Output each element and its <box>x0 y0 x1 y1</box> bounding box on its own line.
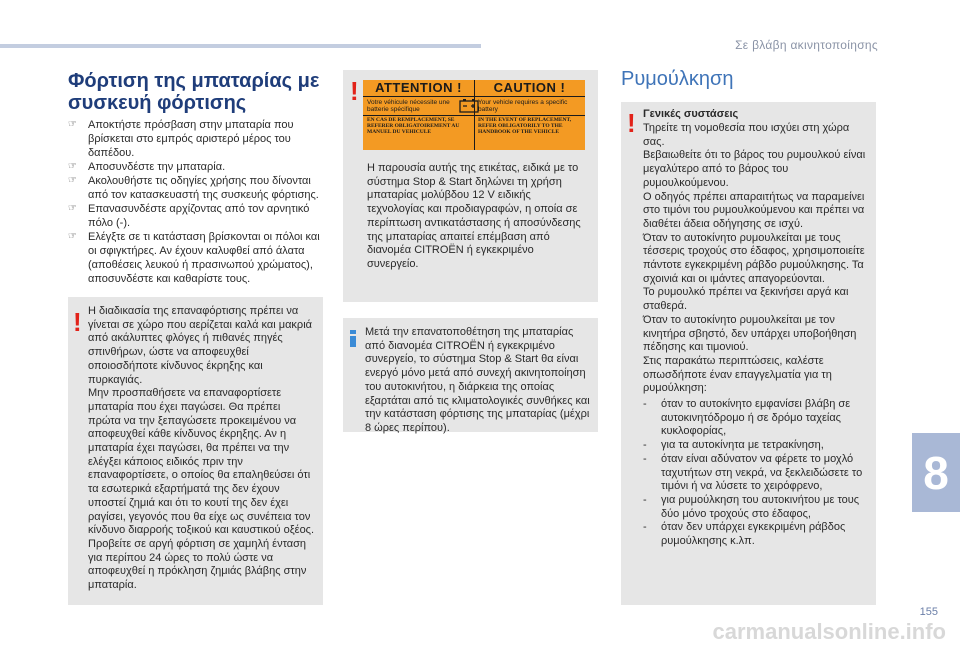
charging-warning-box <box>68 297 323 605</box>
towing-text: Τηρείτε τη νομοθεσία που ισχύει στη χώρα σας. Βεβαιωθείτε ότι το βάρος του ρυμουλκού είναι μεγαλύτερο από το βάρος του ρυμουλκούμενου. Ο οδηγός πρέπει απαραιτήτως να παραμείνει στο τιμόνι του ρυμουλκούμενου και πρέπει να διαθέτει άδεια οδήγησης σε ισχύ. Όταν το αυτοκίνητο ρυμουλκείται με τους τέσσερις τροχούς στο έδαφος, χρησιμοποιείτε πάντοτε εγκεκριμένη ράβδο ρυμούλκησης. Τα σχοινιά και οι ιμάντες απαγορεύονται. Το ρυμουλκό πρέπει να ξεκινήσει αργά και σταθερά. Όταν το αυτοκίνητο ρυμουλκείται με τον κινητήρα σβηστό, δεν υπάρχει υποβοήθηση πέδησης και τιμονιού. Στις παρακάτω περιπτώσεις, καλέστε οπωσδήποτε έναν επαγγελματία για τη ρυμούλκηση: <box>643 122 866 395</box>
charging-title: Φόρτιση της μπαταρίας με συσκευή φόρτισης <box>68 70 320 114</box>
towing-box <box>621 102 876 605</box>
header-bar <box>0 44 481 48</box>
pointing-hand-icon: ☞ <box>68 175 77 186</box>
label-en-small: Your vehicle requires a specific battery <box>478 99 568 113</box>
label-en-caps: IN THE EVENT OF REPLACEMENT, REFER OBLIGATORILY TO THE HANDBOOK OF THE VEHICLE <box>474 115 585 136</box>
label-fr-caps: EN CAS DE REMPLACEMENT, SE REFERER OBLIGATOIREMENT AU MANUEL DU VEHICULE <box>363 115 474 136</box>
towing-subtitle: Γενικές συστάσεις <box>643 108 739 120</box>
list-item: ☞ Αποκτήστε πρόσβαση στην μπαταρία που βρίσκεται στο εμπρός αριστερό μέρος του δαπέδου. <box>68 119 294 159</box>
warning-text: Η διαδικασία της επαναφόρτισης πρέπει να γίνεται σε χώρο που αερίζεται καλά και μακριά από ακάλυπτες φλόγες ή πιθανές πηγές σπινθήρων, ώστε να αποφευχθεί οποιοσδήποτε κίνδυνος έκρηξης και πυρκαγιάς. Μην προσπαθήσετε να επαναφορτίσετε μπαταρία που έχει παγώσει. Θα πρέπει πρώτα να την ξεπαγώσετε προκειμένου να αποφευχθεί κάθε κίνδυνος έκρηξης. Αν η μπαταρία έχει παγώσει, θα πρέπει να την ελέγξει κάποιος ειδικός πριν την επαναφορτίσετε, ο οποίος θα επαληθεύσει ότι τα εσωτερικά εξαρτήματά της δεν έχουν υποστεί ζημιά και ότι το κουτί της δεν έχει ραγίσει, γεγονός που θα είχε ως συνέπεια τον κίνδυνο διαρροής τοξικού και καυστικού οξέος. Προβείτε σε αργή φόρτιση σε χαμηλή ένταση για περίπου 24 ώρες το πολύ ώστε να αποφευχθεί η πρόκληση ζημιάς βλάβης στην μπαταρία. <box>88 305 315 592</box>
label-english <box>474 80 585 150</box>
pointing-hand-icon: ☞ <box>68 203 77 214</box>
list-item: - όταν δεν υπάρχει εγκεκριμένη ράβδος ρυμούλκησης κ.λπ. <box>643 521 846 548</box>
warning-icon: ! <box>627 108 636 138</box>
list-item: - για τα αυτοκίνητα με τετρακίνηση, <box>643 439 824 452</box>
pointing-hand-icon: ☞ <box>68 231 77 242</box>
battery-label-box <box>343 70 598 302</box>
warning-icon: ! <box>73 307 82 337</box>
charging-steps <box>68 118 326 286</box>
list-item: - για ρυμούλκηση του αυτοκινήτου με τους δύο μόνο τροχούς στο έδαφος, <box>643 493 860 520</box>
label-french <box>363 80 475 150</box>
watermark: carmanualsonline.info <box>712 619 946 644</box>
pointing-hand-icon: ☞ <box>68 161 77 172</box>
label-fr-small: Votre véhicule nécessite une batterie spécifique <box>367 99 450 113</box>
label-attention: ATTENTION ! <box>363 80 474 97</box>
pointing-hand-icon: ☞ <box>68 119 77 130</box>
info-icon <box>349 330 358 347</box>
towing-cases <box>643 398 871 549</box>
list-item: ☞ Ελέγξτε σε τι κατάσταση βρίσκονται οι πόλοι και οι σφιγκτήρες. Αν έχουν καλυφθεί από άλατα (αποθέσεις λευκού ή πρασινωπού χρώματος), αποσυνδέστε και καθαρίστε τους. <box>68 231 320 285</box>
section-header: Σε βλάβη ακινητοποίησης <box>735 38 878 52</box>
list-item: ☞ Αποσυνδέστε την μπαταρία. <box>68 161 226 173</box>
label-caution: CAUTION ! <box>474 80 585 97</box>
list-item: - όταν το αυτοκίνητο εμφανίσει βλάβη σε αυτοκινητόδρομο ή σε δρόμο ταχείας κυκλοφορίας, <box>643 398 851 438</box>
info-text: Μετά την επανατοποθέτηση της μπαταρίας από διανομέα CITROËN ή εγκεκριμένο συνεργείο, το σύστημα Stop & Start θα είναι ενεργό μόνο μετά από συνεχή ακινητοποίηση του αυτοκινήτου, η διάρκεια της οποίας εξαρτάται από τις κλιματολογικές συνθήκες και την κατάσταση φόρτισης της μπαταρίας (μέχρι 8 ώρες περίπου). <box>365 326 590 434</box>
battery-label <box>363 80 585 150</box>
towing-title: Ρυμούλκηση <box>621 68 734 90</box>
page-number: 155 <box>919 606 938 618</box>
label-explanation: Η παρουσία αυτής της ετικέτας, ειδικά με το σύστημα Stop & Start δηλώνει τη χρήση μπαταρίας μολύβδου 12 V ειδικής τεχνολογίας και προδιαγραφών, η οποία σε περίπτωση αντικατάστασης ή αποσύνδεσης της μπαταρίας απαιτεί επέμβαση από διανομέα CITROËN ή εγκεκριμένο συνεργείο. <box>367 162 581 270</box>
warning-icon: ! <box>350 76 359 106</box>
list-item: ☞ Επανασυνδέστε αρχίζοντας από τον αρνητικό πόλο (-). <box>68 203 310 229</box>
list-item: - όταν είναι αδύνατον να φέρετε το μοχλό ταχυτήτων στη νεκρά, να ξεκλειδώσετε το τιμόνι ή να λύσετε το χειρόφρενο, <box>643 452 863 493</box>
list-item: ☞ Ακολουθήστε τις οδηγίες χρήσης που δίνονται από τον κατασκευαστή της συσκευής φόρτισης. <box>68 175 319 201</box>
info-box <box>343 318 598 432</box>
chapter-tab: 8 <box>912 433 960 512</box>
